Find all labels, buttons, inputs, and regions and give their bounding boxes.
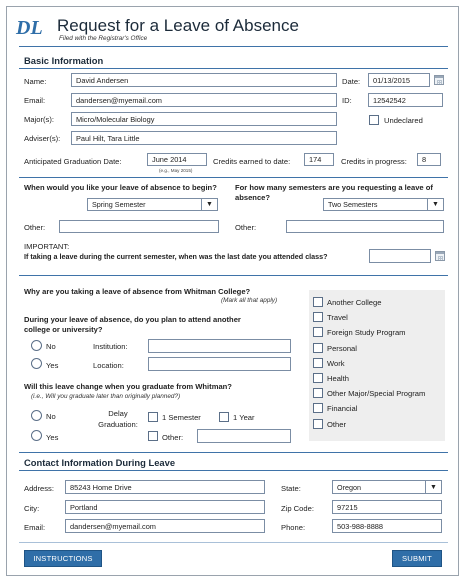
reason-checkbox[interactable] <box>313 388 323 398</box>
reason-checkbox[interactable] <box>313 403 323 413</box>
location-label: Location: <box>93 361 124 370</box>
advisers-field[interactable]: Paul Hilt, Tara Little <box>71 131 337 145</box>
college-yes-label: Yes <box>46 361 59 370</box>
submit-button[interactable]: SUBMIT <box>392 550 442 567</box>
majors-label: Major(s): <box>24 115 54 124</box>
reasons-hint: (Mark all that apply) <box>221 297 278 304</box>
reason-checkbox[interactable] <box>313 297 323 307</box>
undeclared-checkbox[interactable] <box>369 115 379 125</box>
graduation-yes-radio[interactable] <box>31 430 42 441</box>
one-year-checkbox[interactable] <box>219 412 229 422</box>
reasons-bottom-divider <box>19 452 448 453</box>
reason-checkbox[interactable] <box>313 419 323 429</box>
reason-checkbox[interactable] <box>313 343 323 353</box>
undeclared-label: Undeclared <box>384 116 423 125</box>
graduation-question: Will this leave change when you graduate from Whitman? <box>24 382 232 391</box>
phone-field[interactable]: 503-988-8888 <box>332 519 442 533</box>
graduation-other-checkbox[interactable] <box>148 431 158 441</box>
semesters-other-label: Other: <box>235 223 257 232</box>
phone-label: Phone: <box>281 523 306 532</box>
chevron-down-icon: ▼ <box>201 199 217 210</box>
instructions-button[interactable]: INSTRUCTIONS <box>24 550 102 567</box>
reasons-question: Why are you taking a leave of absence from Whitman College? <box>24 287 251 296</box>
zip-label: Zip Code: <box>281 504 314 513</box>
state-select-value: Oregon <box>337 482 361 492</box>
reason-label: Foreign Study Program <box>327 328 406 337</box>
date-field[interactable]: 01/13/2015 <box>368 73 430 87</box>
institution-field[interactable] <box>148 339 291 353</box>
important-label: IMPORTANT: <box>24 242 70 251</box>
state-select[interactable] <box>332 480 442 494</box>
location-field[interactable] <box>148 357 291 371</box>
reason-label: Other Major/Special Program <box>327 389 426 398</box>
chevron-down-icon: ▼ <box>425 481 441 493</box>
one-year-label: 1 Year <box>233 413 255 422</box>
contact-section-title: Contact Information During Leave <box>24 457 176 468</box>
basic-section-divider <box>19 68 448 69</box>
state-label: State: <box>281 484 301 493</box>
semesters-question: For how many semesters are you requesting a leave of absence? <box>235 183 433 202</box>
zip-field[interactable]: 97215 <box>332 500 442 514</box>
graduation-other-label: Other: <box>162 433 184 442</box>
when-other-label: Other: <box>24 223 46 232</box>
reason-label: Personal <box>327 344 357 353</box>
page-title: Request for a Leave of Absence <box>57 16 299 35</box>
graduation-no-radio[interactable] <box>31 410 42 421</box>
one-semester-checkbox[interactable] <box>148 412 158 422</box>
credits-progress-label: Credits in progress: <box>341 157 407 166</box>
date-label: Date: <box>342 77 361 86</box>
contact-section-divider <box>19 470 448 471</box>
reason-label: Another College <box>327 298 382 307</box>
grad-date-label: Anticipated Graduation Date: <box>24 157 122 166</box>
basic-bottom-divider <box>19 177 448 178</box>
credits-earned-field[interactable]: 174 <box>304 153 334 166</box>
reason-checkbox[interactable] <box>313 358 323 368</box>
email-label: Email: <box>24 96 46 105</box>
footer-divider <box>19 542 448 543</box>
graduation-no-label: No <box>46 412 56 421</box>
college-no-radio[interactable] <box>31 340 42 351</box>
basic-section-title: Basic Information <box>24 55 104 66</box>
id-label: ID: <box>342 96 352 105</box>
delay-graduation-label: Delay Graduation: <box>98 409 138 429</box>
address-label: Address: <box>24 484 54 493</box>
logo-icon <box>15 16 43 38</box>
when-select-value: Spring Semester <box>92 200 146 209</box>
header-divider <box>19 46 448 47</box>
logo <box>15 16 43 38</box>
reason-label: Work <box>327 359 345 368</box>
one-semester-label: 1 Semester <box>162 413 201 422</box>
when-other-field[interactable] <box>59 220 219 233</box>
calendar-icon[interactable] <box>435 251 445 261</box>
leave-form <box>6 6 459 576</box>
semesters-select[interactable] <box>323 198 444 211</box>
reason-label: Other <box>327 420 346 429</box>
graduation-hint: (i.e., Will you graduate later than originally planned?) <box>31 393 181 400</box>
name-field[interactable]: David Andersen <box>71 73 337 87</box>
calendar-icon[interactable] <box>434 75 444 85</box>
city-field[interactable]: Portland <box>65 500 265 514</box>
graduation-other-field[interactable] <box>197 429 291 443</box>
svg-text:DL: DL <box>16 17 43 38</box>
college-no-label: No <box>46 342 56 351</box>
reason-checkbox[interactable] <box>313 373 323 383</box>
grad-date-hint: (e.g., May 2015) <box>159 168 193 173</box>
college-yes-radio[interactable] <box>31 358 42 369</box>
semesters-other-field[interactable] <box>286 220 444 233</box>
reason-label: Health <box>327 374 349 383</box>
reason-checkbox[interactable] <box>313 327 323 337</box>
college-question: During your leave of absence, do you plan to attend another college or university? <box>24 315 241 334</box>
name-label: Name: <box>24 77 47 86</box>
majors-field[interactable]: Micro/Molecular Biology <box>71 112 337 126</box>
city-label: City: <box>24 504 40 513</box>
address-field[interactable]: 85243 Home Drive <box>65 480 265 494</box>
leave-bottom-divider <box>19 275 448 276</box>
reason-label: Travel <box>327 313 348 322</box>
when-question: When would you like your leave of absence to begin? <box>24 183 217 192</box>
contact-email-label: Email: <box>24 523 46 532</box>
last-attended-date-field[interactable] <box>369 249 431 263</box>
reason-checkbox[interactable] <box>313 312 323 322</box>
semesters-select-value: Two Semesters <box>328 200 378 209</box>
credits-earned-label: Credits earned to date: <box>213 157 291 166</box>
graduation-yes-label: Yes <box>46 433 59 442</box>
contact-email-field[interactable]: dandersen@myemail.com <box>65 519 265 533</box>
important-question: If taking a leave during the current semester, when was the last date you attended class? <box>24 252 328 261</box>
reason-label: Financial <box>327 404 358 413</box>
id-field[interactable]: 12542542 <box>368 93 443 107</box>
when-select[interactable] <box>87 198 218 211</box>
grad-date-field[interactable]: June 2014 <box>147 153 207 166</box>
chevron-down-icon: ▼ <box>427 199 443 210</box>
page-subtitle: Filed with the Registrar's Office <box>59 35 148 42</box>
institution-label: Institution: <box>93 342 128 351</box>
advisers-label: Adviser(s): <box>24 134 61 143</box>
credits-progress-field[interactable]: 8 <box>417 153 441 166</box>
email-field[interactable]: dandersen@myemail.com <box>71 93 337 107</box>
